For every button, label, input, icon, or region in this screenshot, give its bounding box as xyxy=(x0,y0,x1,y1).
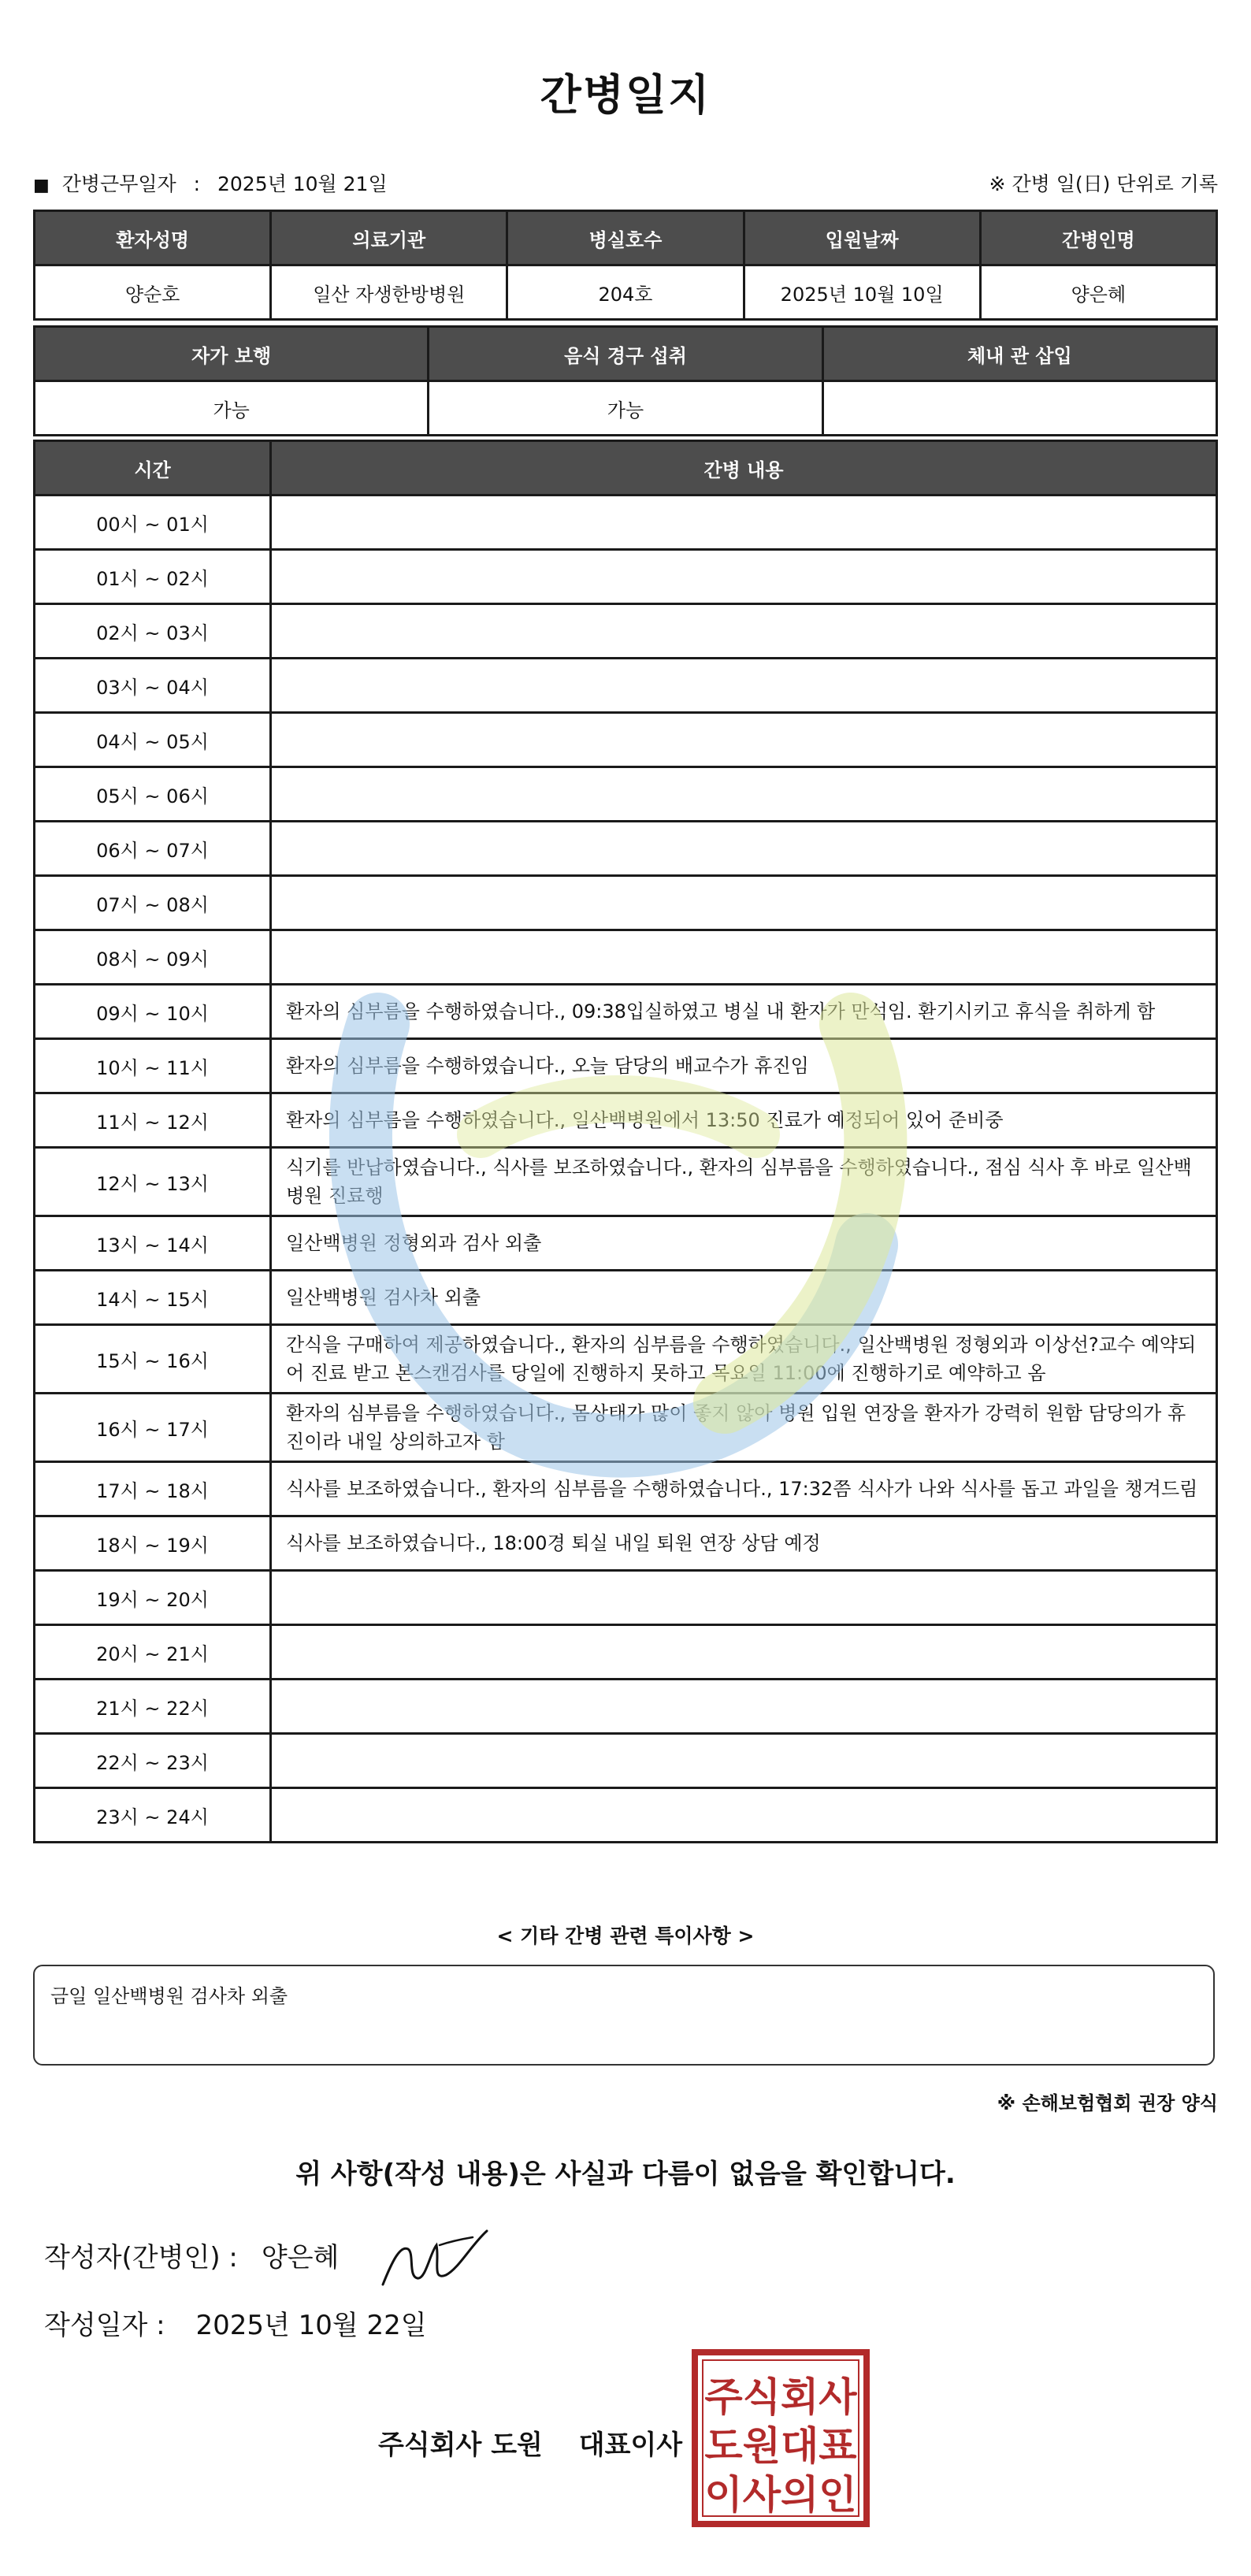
log-time: 22시 ~ 23시 xyxy=(35,1734,271,1788)
room-number: 204호 xyxy=(507,265,744,320)
writer-label: 작성자(간병인) : xyxy=(44,2242,238,2273)
seal-line-3: 이사의인 xyxy=(704,2472,857,2518)
log-row xyxy=(35,1093,1217,1148)
written-date-line xyxy=(44,2303,427,2342)
log-time: 04시 ~ 05시 xyxy=(35,713,271,767)
header-care-content: 간병 내용 xyxy=(271,441,1217,496)
log-content xyxy=(271,767,1217,822)
log-content xyxy=(271,1734,1217,1788)
log-content xyxy=(271,1680,1217,1734)
patient-name: 양순호 xyxy=(35,265,271,320)
log-time: 21시 ~ 22시 xyxy=(35,1680,271,1734)
log-row xyxy=(35,550,1217,604)
caregiver-name: 양은혜 xyxy=(980,265,1216,320)
log-row xyxy=(35,1216,1217,1271)
log-row xyxy=(35,1788,1217,1843)
log-row xyxy=(35,930,1217,985)
log-time: 19시 ~ 20시 xyxy=(35,1571,271,1625)
header-oral-intake: 음식 경구 섭취 xyxy=(429,327,822,381)
log-time: 20시 ~ 21시 xyxy=(35,1625,271,1680)
log-content xyxy=(271,496,1217,550)
log-row xyxy=(35,1571,1217,1625)
log-row xyxy=(35,1462,1217,1516)
log-content xyxy=(271,1625,1217,1680)
log-time: 12시 ~ 13시 xyxy=(35,1148,271,1216)
header-admission-date: 입원날짜 xyxy=(744,211,980,265)
oral-intake-value: 가능 xyxy=(429,381,822,436)
recommend-note: ※ 손해보험협회 권장 양식 xyxy=(997,2092,1218,2114)
log-content: 환자의 심부름을 수행하였습니다., 오늘 담당의 배교수가 휴진임 xyxy=(271,1039,1217,1093)
log-content: 식사를 보조하였습니다., 18:00경 퇴실 내일 퇴원 연장 상담 예정 xyxy=(271,1516,1217,1571)
colon: : xyxy=(193,173,201,195)
seal-line-1: 주식회사 xyxy=(704,2374,857,2420)
log-row xyxy=(35,1394,1217,1462)
log-time: 03시 ~ 04시 xyxy=(35,659,271,713)
company-name: 주식회사 도원 xyxy=(378,2429,543,2461)
care-log-table xyxy=(33,440,1218,1843)
log-row xyxy=(35,1625,1217,1680)
log-row xyxy=(35,1271,1217,1325)
log-content: 일산백병원 정형외과 검사 외출 xyxy=(271,1216,1217,1271)
log-content: 환자의 심부름을 수행하였습니다., 09:38입실하였고 병실 내 환자가 만석임. 환기시키고 휴식을 취하게 함 xyxy=(271,985,1217,1039)
log-row xyxy=(35,822,1217,876)
log-time: 10시 ~ 11시 xyxy=(35,1039,271,1093)
header-caregiver-name: 간병인명 xyxy=(980,211,1216,265)
tube-insertion-value xyxy=(822,381,1216,436)
log-time: 15시 ~ 16시 xyxy=(35,1325,271,1394)
hospital-name: 일산 자생한방병원 xyxy=(271,265,507,320)
log-content xyxy=(271,604,1217,659)
log-content: 간식을 구매하여 제공하였습니다., 환자의 심부름을 수행하였습니다., 일산백병원 정형외과 이상선?교수 예약되어 진료 받고 본스캔검사를 당일에 진행하지 못하고 목요일 11:00에 진행하기로 예약하고 옴 xyxy=(271,1325,1217,1394)
square-bullet-icon: ■ xyxy=(33,176,50,195)
log-content xyxy=(271,930,1217,985)
log-time: 01시 ~ 02시 xyxy=(35,550,271,604)
company-role: 대표이사 xyxy=(578,2429,683,2461)
log-time: 14시 ~ 15시 xyxy=(35,1271,271,1325)
log-row xyxy=(35,985,1217,1039)
meta-row xyxy=(33,167,1218,199)
notes-text: 금일 일산백병원 검사차 외출 xyxy=(50,1985,288,2007)
log-content xyxy=(271,1788,1217,1843)
log-content: 식기를 반납하였습니다., 식사를 보조하였습니다., 환자의 심부름을 수행하였습니다., 점심 식사 후 바로 일산백병원 진료행 xyxy=(271,1148,1217,1216)
log-row xyxy=(35,1325,1217,1394)
log-time: 08시 ~ 09시 xyxy=(35,930,271,985)
signature-icon xyxy=(377,2222,495,2292)
log-content xyxy=(271,713,1217,767)
log-content: 식사를 보조하였습니다., 환자의 심부름을 수행하였습니다., 17:32쯤 식사가 나와 식사를 돕고 과일을 챙겨드림 xyxy=(271,1462,1217,1516)
header-walking: 자가 보행 xyxy=(35,327,429,381)
log-time: 05시 ~ 06시 xyxy=(35,767,271,822)
log-time: 00시 ~ 01시 xyxy=(35,496,271,550)
log-row xyxy=(35,604,1217,659)
log-content xyxy=(271,659,1217,713)
written-date-value: 2025년 10월 22일 xyxy=(195,2310,427,2341)
log-time: 23시 ~ 24시 xyxy=(35,1788,271,1843)
seal-line-2: 도원대표 xyxy=(704,2423,857,2469)
patient-info-table xyxy=(33,210,1218,321)
log-time: 11시 ~ 12시 xyxy=(35,1093,271,1148)
walking-value: 가능 xyxy=(35,381,429,436)
work-date-group xyxy=(33,169,388,197)
log-row xyxy=(35,767,1217,822)
work-date-value: 2025년 10월 21일 xyxy=(217,173,388,195)
log-time: 02시 ~ 03시 xyxy=(35,604,271,659)
notes-box xyxy=(33,1965,1215,2066)
log-content xyxy=(271,876,1217,930)
log-time: 06시 ~ 07시 xyxy=(35,822,271,876)
log-row xyxy=(35,1516,1217,1571)
document-title: 간병일지 xyxy=(540,70,711,120)
confirmation-statement: 위 사항(작성 내용)은 사실과 다름이 없음을 확인합니다. xyxy=(295,2158,956,2190)
header-hospital: 의료기관 xyxy=(271,211,507,265)
log-row xyxy=(35,1680,1217,1734)
log-content: 환자의 심부름을 수행하였습니다., 몸상태가 많이 좋지 않아 병원 입원 연장을 환자가 강력히 원함 담당의가 휴진이라 내일 상의하고자 함 xyxy=(271,1394,1217,1462)
writer-name: 양은혜 xyxy=(261,2242,340,2273)
log-content: 환자의 심부름을 수행하였습니다., 일산백병원에서 13:50 진료가 예정되어 있어 준비중 xyxy=(271,1093,1217,1148)
company-seal-icon xyxy=(692,2349,870,2527)
log-row xyxy=(35,496,1217,550)
log-row xyxy=(35,876,1217,930)
log-content xyxy=(271,822,1217,876)
header-patient-name: 환자성명 xyxy=(35,211,271,265)
unit-note: ※ 간병 일(日) 단위로 기록 xyxy=(989,173,1218,195)
log-time: 13시 ~ 14시 xyxy=(35,1216,271,1271)
log-row xyxy=(35,713,1217,767)
patient-status-table xyxy=(33,325,1218,436)
log-content: 일산백병원 검사차 외출 xyxy=(271,1271,1217,1325)
company-line xyxy=(378,2423,682,2462)
log-time: 07시 ~ 08시 xyxy=(35,876,271,930)
header-tube-insertion: 체내 관 삽입 xyxy=(822,327,1216,381)
log-time: 16시 ~ 17시 xyxy=(35,1394,271,1462)
written-date-label: 작성일자 : xyxy=(44,2310,165,2341)
log-row xyxy=(35,1039,1217,1093)
log-row xyxy=(35,659,1217,713)
notes-title: < 기타 간병 관련 특이사항 > xyxy=(496,1925,755,1947)
log-time: 09시 ~ 10시 xyxy=(35,985,271,1039)
log-row xyxy=(35,1148,1217,1216)
admission-date: 2025년 10월 10일 xyxy=(744,265,980,320)
writer-line xyxy=(44,2236,339,2274)
log-content xyxy=(271,1571,1217,1625)
work-date-label: 간병근무일자 xyxy=(61,173,176,195)
log-time: 17시 ~ 18시 xyxy=(35,1462,271,1516)
log-time: 18시 ~ 19시 xyxy=(35,1516,271,1571)
log-row xyxy=(35,1734,1217,1788)
header-time: 시간 xyxy=(35,441,271,496)
header-room-number: 병실호수 xyxy=(507,211,744,265)
log-content xyxy=(271,550,1217,604)
